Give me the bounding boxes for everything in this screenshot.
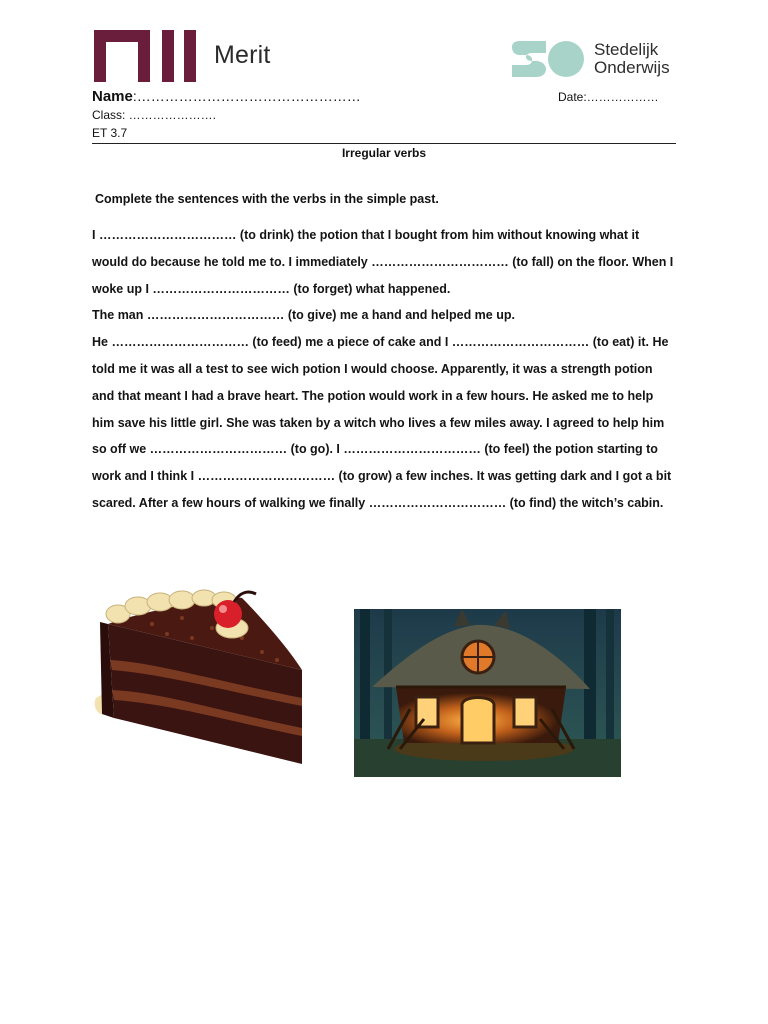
- merit-logo-text: Merit: [214, 40, 271, 69]
- story-text: [92, 222, 678, 517]
- story-paragraph: I …………………………… (to drink) the potion that I bought from him without knowing what it would do because he told me to. I immediately …………………………… (to fall) on the floor. When I woke up I …………………………… (to forget) what happened.: [92, 228, 674, 296]
- so-logo-line-1: Stedelijk: [594, 40, 659, 59]
- merit-logo-mark-icon: [92, 28, 204, 82]
- date-field: Date:………………: [558, 90, 659, 104]
- merit-logo: [92, 28, 274, 82]
- story-paragraph: The man …………………………… (to give) me a hand and helped me up.: [92, 308, 515, 323]
- witch-cabin-icon: [354, 609, 621, 777]
- class-field: Class: ………………….: [92, 108, 217, 122]
- worksheet-title: Irregular verbs: [341, 146, 427, 160]
- witch-cabin-image: [354, 609, 621, 777]
- course-code: ET 3.7: [92, 126, 128, 140]
- header-divider: [92, 143, 676, 144]
- name-dots: :…………………………………………: [132, 88, 361, 104]
- stedelijk-onderwijs-logo: [510, 38, 680, 80]
- name-field: [92, 88, 361, 105]
- story-paragraph: He …………………………… (to feed) me a piece of cake and I …………………………… (to eat) it. He told me it was all a test to see wich potion I would choose. Apparently, it was a strength potion and that meant I had a brave heart. The potion would work in a few hours. He asked me to help him save his little girl. She was taken by a witch who lives a few miles away. I agreed to help him so off we …………………………… (to go). I …………………………… (to feel) the potion starting to work and I think I …………………………… (to grow) a few inches. It was getting dark and I got a bit scared. After a few hours of walking we finally …………………………… (to find) the witch’s cabin.: [92, 335, 672, 510]
- worksheet-instruction: Complete the sentences with the verbs in the simple past.: [95, 192, 439, 206]
- cake-slice-image: [92, 588, 310, 770]
- so-logo-line-2: Onderwijs: [594, 58, 670, 77]
- so-logo-mark-icon: [510, 39, 586, 79]
- cake-slice-icon: [92, 588, 310, 770]
- so-logo-text: [594, 41, 670, 77]
- name-label: Name: [92, 88, 133, 105]
